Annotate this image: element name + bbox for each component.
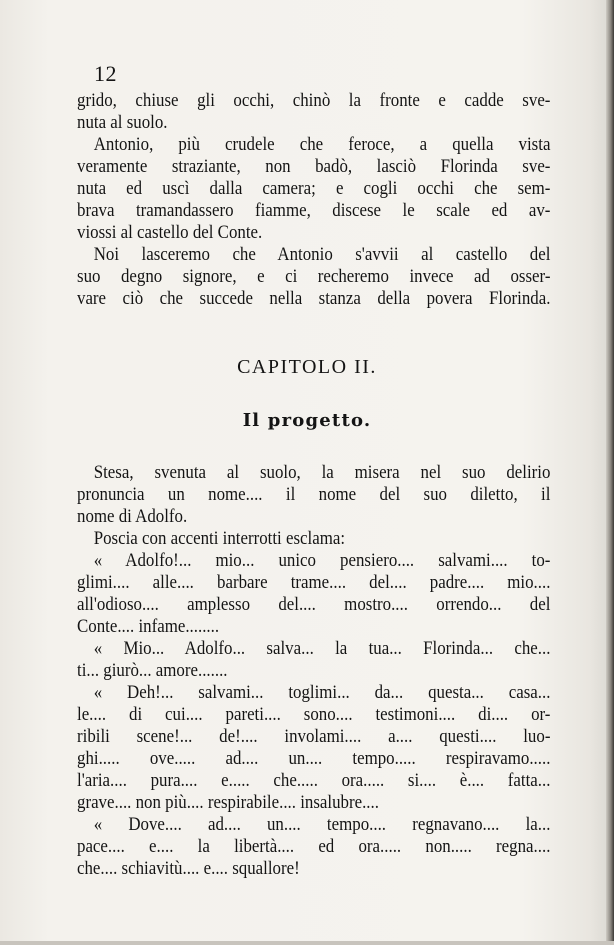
page-number: 12 xyxy=(94,61,117,86)
text-line: veramente straziante, non badò, lasciò Florinda sve- xyxy=(77,156,551,177)
text-line: Stesa, svenuta al suolo, la misera nel suo delirio xyxy=(93,462,551,483)
text-line: ti... giurò... amore....... xyxy=(77,660,228,681)
text-line: Noi lasceremo che Antonio s'avvii al castello del xyxy=(93,244,551,265)
text-line: « Mio... Adolfo... salva... la tua... Florinda... che... xyxy=(93,638,551,659)
text-line: che.... schiavitù.... e.... squallore! xyxy=(77,858,300,879)
text-line: nuta al suolo. xyxy=(77,112,168,133)
text-line: ribili scene!... de!.... involami.... a.... questi.... luo- xyxy=(77,726,551,747)
text-line: « Dove.... ad.... un.... tempo.... regnavano.... la... xyxy=(93,814,551,835)
text-line: grido, chiuse gli occhi, chinò la fronte e cadde sve- xyxy=(77,90,551,111)
text-line: pace.... e.... la libertà.... ed ora..... non..... regna.... xyxy=(77,836,551,857)
text-line: ghi..... ove..... ad.... un.... tempo..... respiravamo..... xyxy=(77,748,551,769)
text-block-top xyxy=(77,90,551,310)
page-bottom-edge xyxy=(0,941,614,945)
text-line: « Adolfo!... mio... unico pensiero.... salvami.... to- xyxy=(93,550,551,571)
text-line: « Deh!... salvami... toglimi... da... questa... casa... xyxy=(93,682,551,703)
text-line: pronuncia un nome.... il nome del suo diletto, il xyxy=(77,484,551,505)
text-line: grave.... non più.... respirabile.... insalubre.... xyxy=(77,792,379,813)
page-right-edge xyxy=(606,0,614,945)
text-line: Conte.... infame........ xyxy=(77,616,220,637)
text-line: l'aria.... pura.... e..... che..... ora..... si.... è.... fatta... xyxy=(77,770,551,791)
text-line: suo degno signore, e ci recheremo invece ad osser- xyxy=(77,266,551,287)
text-line: nuta ed uscì dalla camera; e cogli occhi che sem- xyxy=(77,178,551,199)
text-line: vare ciò che succede nella stanza della povera Florinda. xyxy=(77,288,551,309)
section-title: Il progetto. xyxy=(242,410,372,431)
chapter-heading-text: CAPITOLO II. xyxy=(237,356,377,378)
text-line: viossi al castello del Conte. xyxy=(77,222,263,243)
text-block-bottom xyxy=(77,462,551,880)
chapter-heading xyxy=(0,356,614,379)
text-line: Poscia con accenti interrotti esclama: xyxy=(93,528,346,549)
text-line: Antonio, più crudele che feroce, a quella vista xyxy=(93,134,551,155)
text-line: brava tramandassero fiamme, discese le scale ed av- xyxy=(77,200,551,221)
text-line: all'odioso.... amplesso del.... mostro.... orrendo... del xyxy=(77,594,551,615)
text-line: nome di Adolfo. xyxy=(77,506,188,527)
text-line: le.... di cui.... pareti.... sono.... testimoni.... di.... or- xyxy=(77,704,551,725)
text-line: glimi.... alle.... barbare trame.... del.... padre.... mio.... xyxy=(77,572,551,593)
